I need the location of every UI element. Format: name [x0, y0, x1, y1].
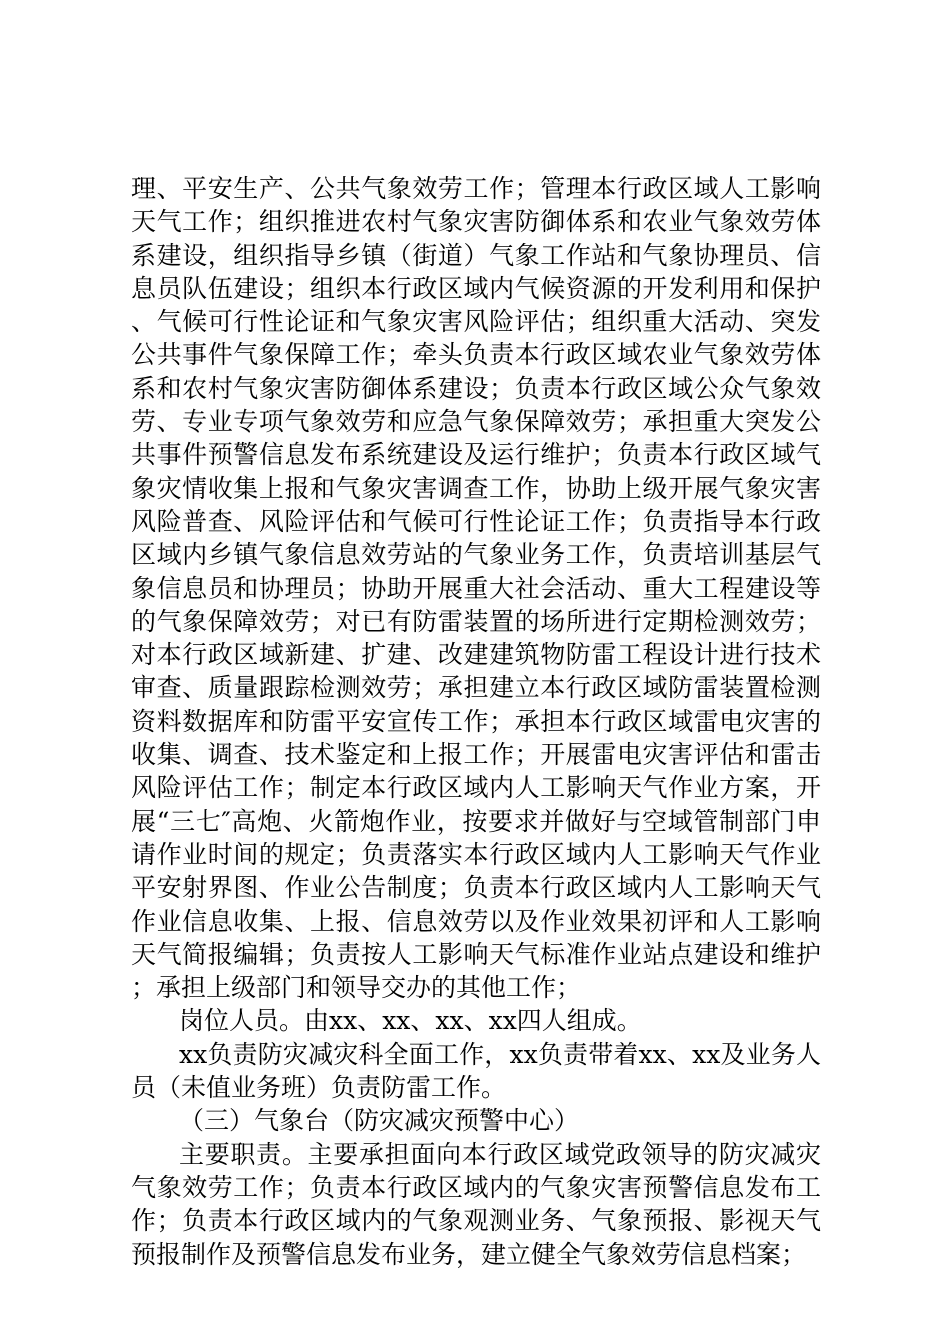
document-body	[131, 172, 821, 1271]
paragraph-duties-continued: 理、平安生产、公共气象效劳工作；管理本行政区域人工影响天气工作；组织推进农村气象灾害防御体系和农业气象效劳体系建设，组织指导乡镇（街道）气象工作站和气象协理员、信息员队伍建设；组织本行政区域内气候资源的开发利用和保护、气候可行性论证和气象灾害风险评估；组织重大活动、突发公共事件气象保障工作；牵头负责本行政区域农业气象效劳体系和农村气象灾害防御体系建设；负责本行政区域公众气象效劳、专业专项气象效劳和应急气象保障效劳；承担重大突发公共事件预警信息发布系统建设及运行维护；负责本行政区域气象灾情收集上报和气象灾害调查工作，协助上级开展气象灾害风险普查、风险评估和气候可行性论证工作；负责指导本行政区域内乡镇气象信息效劳站的气象业务工作，负责培训基层气象信息员和协理员；协助开展重大社会活动、重大工程建设等的气象保障效劳；对已有防雷装置的场所进行定期检测效劳；对本行政区域新建、扩建、改建建筑物防雷工程设计进行技术审查、质量跟踪检测效劳；承担建立本行政区域防雷装置检测资料数据库和防雷平安宣传工作；承担本行政区域雷电灾害的收集、调查、技术鉴定和上报工作；开展雷电灾害评估和雷击风险评估工作；制定本行政区域内人工影响天气作业方案，开展“三七″高炮、火箭炮作业，按要求并做好与空域管制部门申请作业时间的规定；负责落实本行政区域内人工影响天气作业平安射界图、作业公告制度；负责本行政区域内人工影响天气作业信息收集、上报、信息效劳以及作业效果初评和人工影响天气简报编辑；负责按人工影响天气标准作业站点建设和维护；承担上级部门和领导交办的其他工作；	[131, 174, 821, 1003]
section-heading-weather-station: （三）气象台（防灾减灾预警中心）	[179, 1106, 580, 1136]
paragraph-staff: 岗位人员。由xx、xx、xx、xx四人组成。	[179, 1006, 642, 1036]
paragraph-main-duties: 主要职责。主要承担面向本行政区域党政领导的防灾减灾气象效劳工作；负责本行政区域内的气象灾害预警信息发布工作；负责本行政区域内的气象观测业务、气象预报、影视天气预报制作及预警信息发布业务，建立健全气象效劳信息档案；	[131, 1139, 821, 1269]
paragraph-staff-assignment: xx负责防灾减灾科全面工作，xx负责带着xx、xx及业务人员（未值业务班）负责防雷工作。	[131, 1039, 821, 1103]
